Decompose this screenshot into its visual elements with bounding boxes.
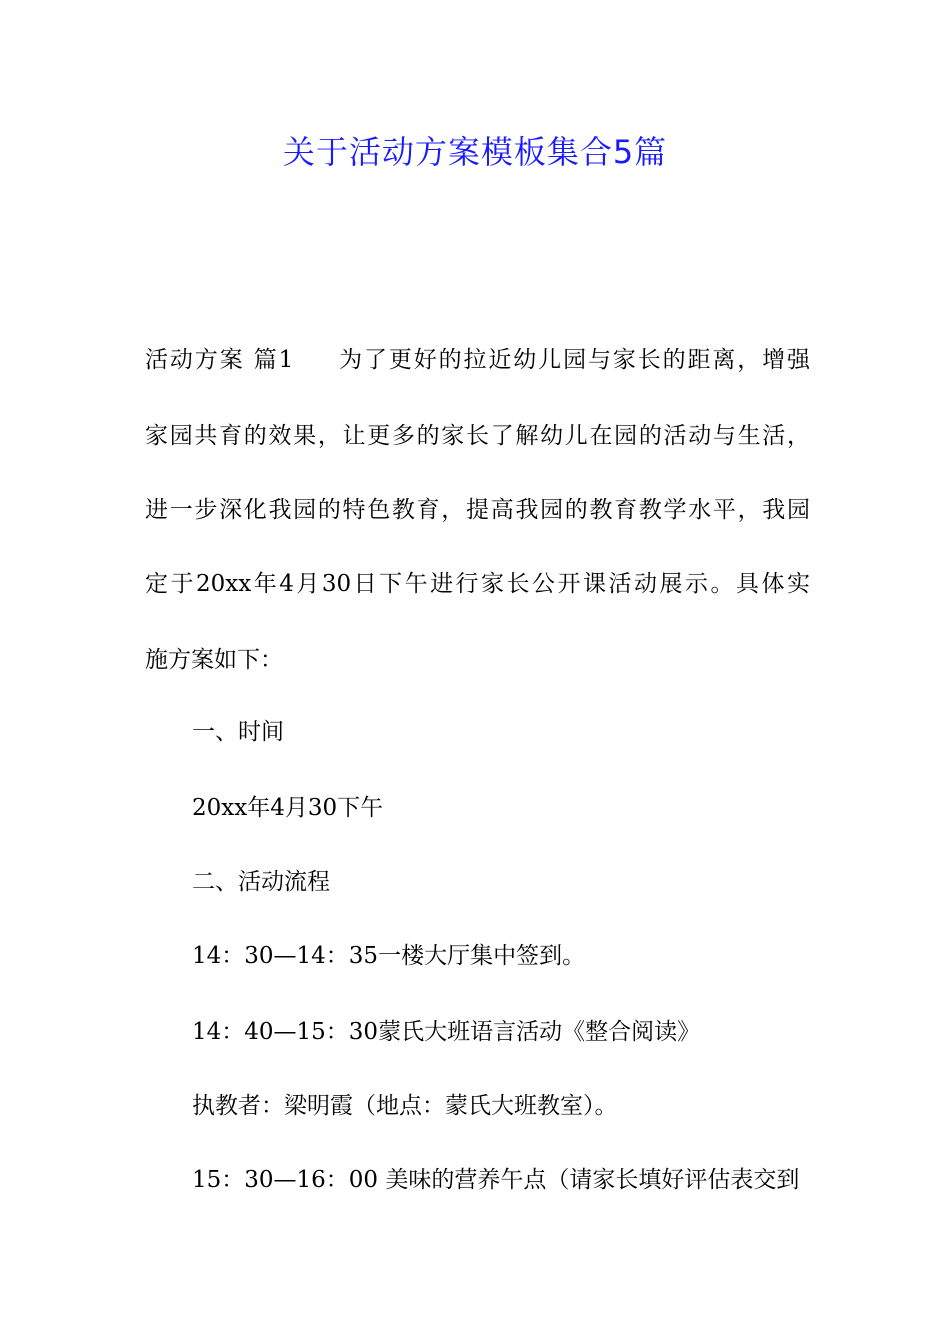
time-value: 20xx年4月30下午 <box>192 795 384 821</box>
paragraph-line-4: 定于20xx年4月30日下午进行家长公开课活动展示。具体实 <box>145 571 810 597</box>
document-title: 关于活动方案模板集合5篇 <box>282 133 668 171</box>
paragraph-line-2: 家园共育的效果，让更多的家长了解幼儿在园的活动与生活， <box>145 423 810 449</box>
process-item: 执教者：梁明霞（地点：蒙氏大班教室）。 <box>192 1093 618 1119</box>
section-heading-label: 活动方案 篇1 <box>145 347 294 373</box>
process-item: 14：40—15：30蒙氏大班语言活动《整合阅读》 <box>192 1019 701 1045</box>
paragraph-line-1 <box>145 344 810 376</box>
paragraph-line-5: 施方案如下： <box>145 647 283 673</box>
paragraph-text: 为了更好的拉近幼儿园与家长的距离，增强 <box>337 347 810 373</box>
section-heading-time: 一、时间 <box>192 719 284 745</box>
process-item: 15：30—16：00 美味的营养午点（请家长填好评估表交到 <box>192 1167 800 1193</box>
process-item: 14：30—14：35一楼大厅集中签到。 <box>192 943 586 969</box>
section-heading-process: 二、活动流程 <box>192 869 330 895</box>
paragraph-line-3: 进一步深化我园的特色教育，提高我园的教育教学水平，我园 <box>145 497 810 523</box>
